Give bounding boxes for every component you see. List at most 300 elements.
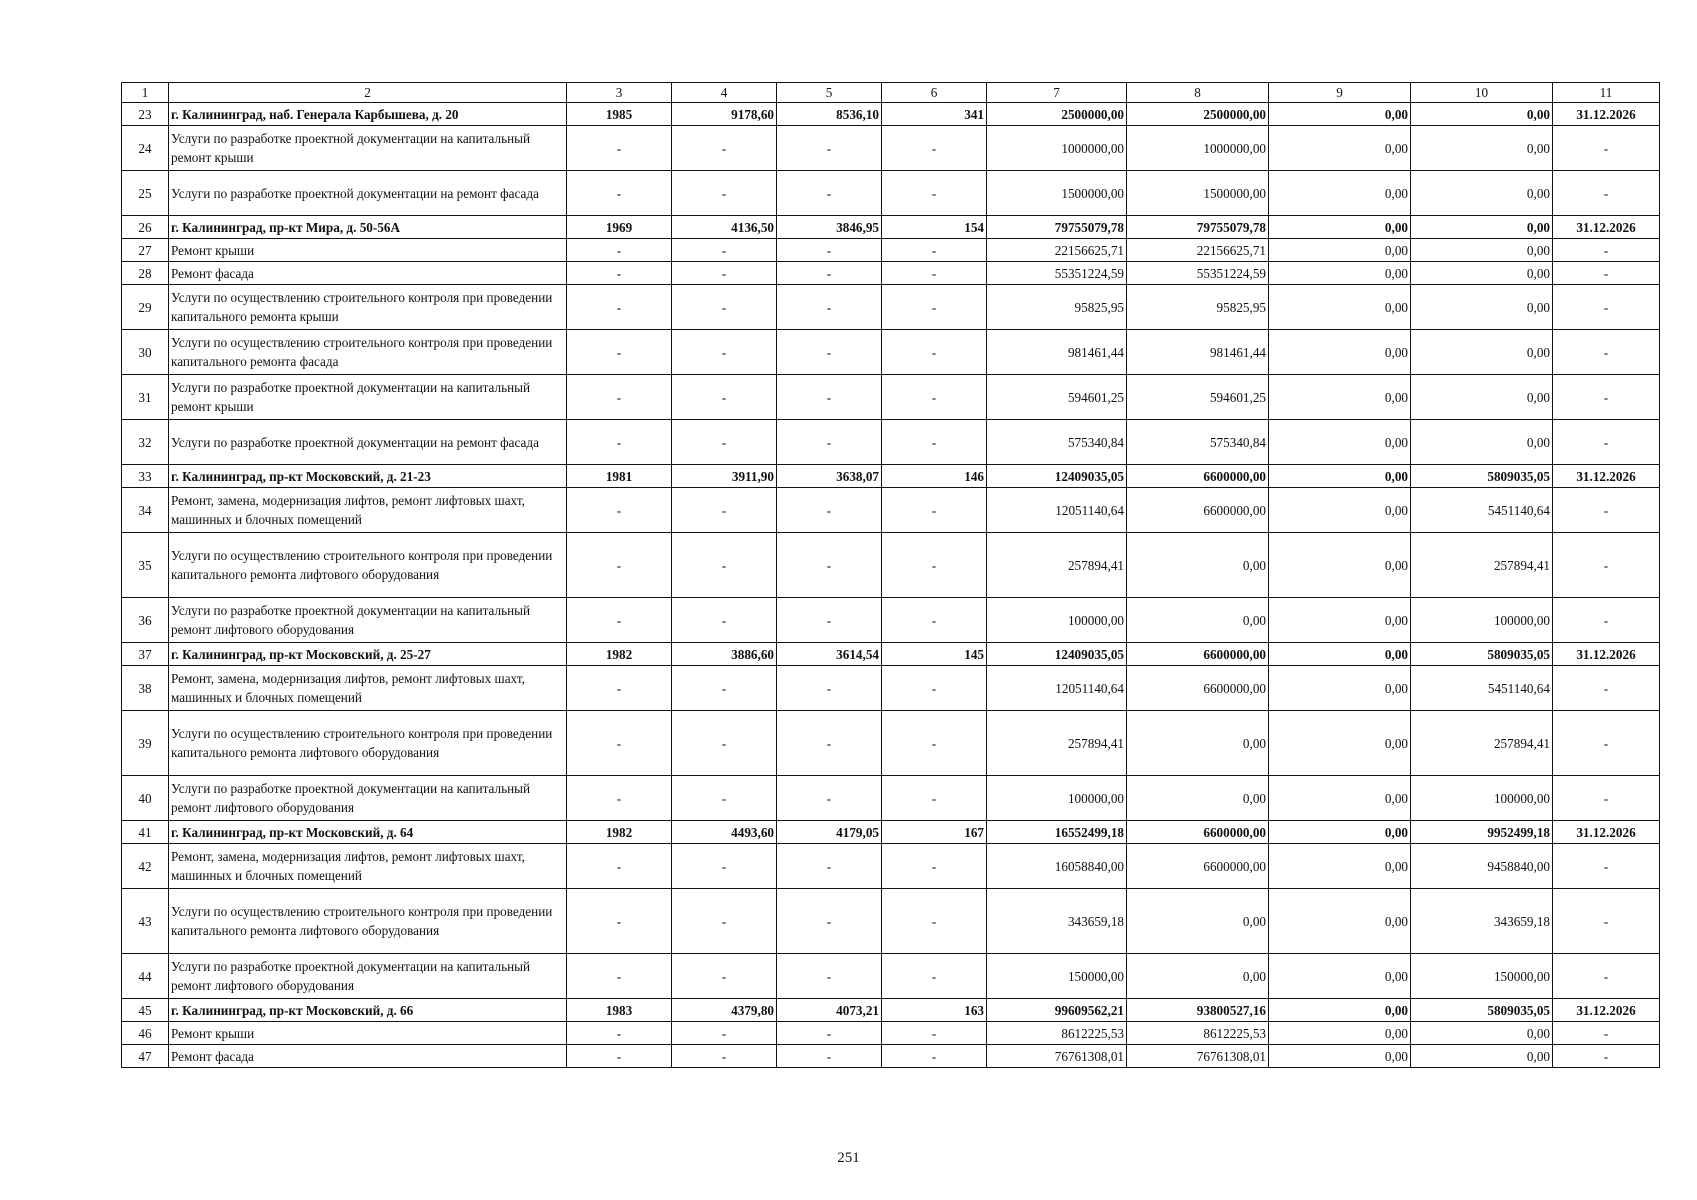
total-area-cell: - [672, 666, 777, 711]
other-cost-cell: 0,00 [1411, 126, 1553, 171]
other-cost-cell: 150000,00 [1411, 954, 1553, 999]
total-cost-cell: 257894,41 [987, 711, 1127, 776]
residents-cell: 154 [882, 216, 987, 239]
residents-cell: - [882, 598, 987, 643]
living-area-cell: - [777, 375, 882, 420]
living-area-cell: 4179,05 [777, 821, 882, 844]
total-area-cell: - [672, 776, 777, 821]
work-item-row [122, 666, 1660, 711]
living-area-cell: - [777, 598, 882, 643]
row-number-cell: 26 [122, 216, 169, 239]
fund-cost-cell: 93800527,16 [1127, 999, 1269, 1022]
row-number-cell: 24 [122, 126, 169, 171]
total-cost-cell: 981461,44 [987, 330, 1127, 375]
living-area-cell: - [777, 1045, 882, 1068]
living-area-cell: - [777, 844, 882, 889]
living-area-cell: - [777, 126, 882, 171]
row-number-cell: 43 [122, 889, 169, 954]
total-area-cell: 4136,50 [672, 216, 777, 239]
work-name-cell: Услуги по разработке проектной документации на капитальный ремонт лифтового оборудования [169, 954, 567, 999]
budget-cost-cell: 0,00 [1269, 239, 1411, 262]
work-item-row [122, 171, 1660, 216]
work-item-row [122, 954, 1660, 999]
total-area-cell: 4379,80 [672, 999, 777, 1022]
budget-cost-cell: 0,00 [1269, 465, 1411, 488]
total-area-cell: - [672, 711, 777, 776]
total-cost-cell: 22156625,71 [987, 239, 1127, 262]
budget-cost-cell: 0,00 [1269, 643, 1411, 666]
address-row [122, 643, 1660, 666]
work-name-cell: Услуги по осуществлению строительного контроля при проведении капитального ремонта крыши [169, 285, 567, 330]
work-name-cell: Ремонт фасада [169, 1045, 567, 1068]
total-area-cell: - [672, 1045, 777, 1068]
address-row [122, 103, 1660, 126]
other-cost-cell: 0,00 [1411, 285, 1553, 330]
residents-cell: - [882, 126, 987, 171]
fund-cost-cell: 0,00 [1127, 533, 1269, 598]
year-cell: 1983 [567, 999, 672, 1022]
total-area-cell: 3911,90 [672, 465, 777, 488]
work-name-cell: Услуги по разработке проектной документации на капитальный ремонт лифтового оборудования [169, 776, 567, 821]
row-number-cell: 44 [122, 954, 169, 999]
fund-cost-cell: 22156625,71 [1127, 239, 1269, 262]
other-cost-cell: 0,00 [1411, 216, 1553, 239]
completion-date-cell: - [1553, 776, 1660, 821]
fund-cost-cell: 6600000,00 [1127, 488, 1269, 533]
completion-date-cell: 31.12.2026 [1553, 643, 1660, 666]
total-area-cell: 4493,60 [672, 821, 777, 844]
completion-date-cell: 31.12.2026 [1553, 103, 1660, 126]
other-cost-cell: 0,00 [1411, 239, 1553, 262]
total-area-cell: - [672, 598, 777, 643]
row-number-cell: 37 [122, 643, 169, 666]
other-cost-cell: 5451140,64 [1411, 488, 1553, 533]
row-number-cell: 25 [122, 171, 169, 216]
residents-cell: 341 [882, 103, 987, 126]
fund-cost-cell: 1000000,00 [1127, 126, 1269, 171]
year-cell: 1969 [567, 216, 672, 239]
living-area-cell: 3846,95 [777, 216, 882, 239]
total-area-cell: - [672, 330, 777, 375]
residents-cell: - [882, 262, 987, 285]
total-area-cell: - [672, 239, 777, 262]
fund-cost-cell: 1500000,00 [1127, 171, 1269, 216]
residents-cell: - [882, 954, 987, 999]
year-cell: - [567, 171, 672, 216]
residents-cell: - [882, 330, 987, 375]
other-cost-cell: 0,00 [1411, 420, 1553, 465]
residents-cell: 145 [882, 643, 987, 666]
residents-cell: - [882, 776, 987, 821]
total-area-cell: 9178,60 [672, 103, 777, 126]
living-area-cell: - [777, 776, 882, 821]
completion-date-cell: - [1553, 126, 1660, 171]
total-cost-cell: 16058840,00 [987, 844, 1127, 889]
total-area-cell: - [672, 488, 777, 533]
year-cell: - [567, 285, 672, 330]
other-cost-cell: 343659,18 [1411, 889, 1553, 954]
header-cell: 6 [882, 83, 987, 103]
budget-cost-cell: 0,00 [1269, 1045, 1411, 1068]
living-area-cell: - [777, 285, 882, 330]
completion-date-cell: - [1553, 1045, 1660, 1068]
total-area-cell: - [672, 126, 777, 171]
total-cost-cell: 1000000,00 [987, 126, 1127, 171]
residents-cell: - [882, 285, 987, 330]
work-name-cell: Услуги по разработке проектной документации на ремонт фасада [169, 420, 567, 465]
work-item-row [122, 844, 1660, 889]
year-cell: 1982 [567, 821, 672, 844]
residents-cell: - [882, 1022, 987, 1045]
work-name-cell: г. Калининград, наб. Генерала Карбышева, д. 20 [169, 103, 567, 126]
header-cell: 4 [672, 83, 777, 103]
year-cell: 1982 [567, 643, 672, 666]
row-number-cell: 45 [122, 999, 169, 1022]
row-number-cell: 32 [122, 420, 169, 465]
year-cell: - [567, 844, 672, 889]
completion-date-cell: - [1553, 954, 1660, 999]
residents-cell: - [882, 533, 987, 598]
fund-cost-cell: 0,00 [1127, 954, 1269, 999]
other-cost-cell: 9458840,00 [1411, 844, 1553, 889]
completion-date-cell: - [1553, 488, 1660, 533]
budget-cost-cell: 0,00 [1269, 711, 1411, 776]
row-number-cell: 36 [122, 598, 169, 643]
work-item-row [122, 889, 1660, 954]
header-cell: 10 [1411, 83, 1553, 103]
year-cell: 1985 [567, 103, 672, 126]
row-number-cell: 35 [122, 533, 169, 598]
year-cell: - [567, 330, 672, 375]
budget-cost-cell: 0,00 [1269, 330, 1411, 375]
work-item-row [122, 126, 1660, 171]
other-cost-cell: 0,00 [1411, 103, 1553, 126]
fund-cost-cell: 981461,44 [1127, 330, 1269, 375]
work-name-cell: Услуги по осуществлению строительного контроля при проведении капитального ремонта лифтового оборудования [169, 533, 567, 598]
work-item-row [122, 1045, 1660, 1068]
other-cost-cell: 5809035,05 [1411, 465, 1553, 488]
residents-cell: - [882, 666, 987, 711]
row-number-cell: 27 [122, 239, 169, 262]
budget-cost-cell: 0,00 [1269, 533, 1411, 598]
total-cost-cell: 150000,00 [987, 954, 1127, 999]
residents-cell: - [882, 171, 987, 216]
total-area-cell: - [672, 285, 777, 330]
residents-cell: 163 [882, 999, 987, 1022]
residents-cell: 167 [882, 821, 987, 844]
living-area-cell: - [777, 420, 882, 465]
completion-date-cell: - [1553, 239, 1660, 262]
year-cell: - [567, 533, 672, 598]
budget-cost-cell: 0,00 [1269, 844, 1411, 889]
residents-cell: - [882, 889, 987, 954]
work-name-cell: Услуги по осуществлению строительного контроля при проведении капитального ремонта лифтового оборудования [169, 711, 567, 776]
work-name-cell: Ремонт, замена, модернизация лифтов, ремонт лифтовых шахт, машинных и блочных помещений [169, 844, 567, 889]
fund-cost-cell: 0,00 [1127, 711, 1269, 776]
residents-cell: 146 [882, 465, 987, 488]
completion-date-cell: - [1553, 844, 1660, 889]
work-name-cell: Услуги по осуществлению строительного контроля при проведении капитального ремонта фасада [169, 330, 567, 375]
completion-date-cell: - [1553, 711, 1660, 776]
fund-cost-cell: 2500000,00 [1127, 103, 1269, 126]
work-item-row [122, 262, 1660, 285]
work-name-cell: Услуги по разработке проектной документации на капитальный ремонт крыши [169, 375, 567, 420]
total-area-cell: - [672, 171, 777, 216]
total-cost-cell: 8612225,53 [987, 1022, 1127, 1045]
total-cost-cell: 257894,41 [987, 533, 1127, 598]
total-cost-cell: 12409035,05 [987, 465, 1127, 488]
fund-cost-cell: 6600000,00 [1127, 643, 1269, 666]
work-name-cell: Ремонт, замена, модернизация лифтов, ремонт лифтовых шахт, машинных и блочных помещений [169, 666, 567, 711]
work-name-cell: г. Калининград, пр-кт Московский, д. 64 [169, 821, 567, 844]
year-cell: - [567, 420, 672, 465]
budget-cost-cell: 0,00 [1269, 216, 1411, 239]
row-number-cell: 31 [122, 375, 169, 420]
work-name-cell: г. Калининград, пр-кт Московский, д. 66 [169, 999, 567, 1022]
completion-date-cell: - [1553, 262, 1660, 285]
completion-date-cell: 31.12.2026 [1553, 216, 1660, 239]
fund-cost-cell: 8612225,53 [1127, 1022, 1269, 1045]
work-name-cell: г. Калининград, пр-кт Московский, д. 25-27 [169, 643, 567, 666]
living-area-cell: - [777, 171, 882, 216]
header-cell: 9 [1269, 83, 1411, 103]
work-name-cell: Ремонт, замена, модернизация лифтов, ремонт лифтовых шахт, машинных и блочных помещений [169, 488, 567, 533]
fund-cost-cell: 0,00 [1127, 889, 1269, 954]
work-item-row [122, 598, 1660, 643]
other-cost-cell: 100000,00 [1411, 598, 1553, 643]
completion-date-cell: - [1553, 171, 1660, 216]
work-item-row [122, 285, 1660, 330]
row-number-cell: 41 [122, 821, 169, 844]
fund-cost-cell: 95825,95 [1127, 285, 1269, 330]
completion-date-cell: - [1553, 375, 1660, 420]
residents-cell: - [882, 239, 987, 262]
budget-cost-cell: 0,00 [1269, 598, 1411, 643]
residents-cell: - [882, 844, 987, 889]
row-number-cell: 39 [122, 711, 169, 776]
fund-cost-cell: 575340,84 [1127, 420, 1269, 465]
row-number-cell: 28 [122, 262, 169, 285]
work-item-row [122, 375, 1660, 420]
budget-cost-cell: 0,00 [1269, 776, 1411, 821]
budget-cost-cell: 0,00 [1269, 103, 1411, 126]
table-body [122, 83, 1660, 1068]
residents-cell: - [882, 375, 987, 420]
residents-cell: - [882, 420, 987, 465]
living-area-cell: - [777, 889, 882, 954]
fund-cost-cell: 76761308,01 [1127, 1045, 1269, 1068]
work-name-cell: Ремонт крыши [169, 1022, 567, 1045]
total-area-cell: - [672, 533, 777, 598]
total-area-cell: - [672, 262, 777, 285]
fund-cost-cell: 6600000,00 [1127, 821, 1269, 844]
row-number-cell: 34 [122, 488, 169, 533]
year-cell: - [567, 1022, 672, 1045]
total-area-cell: - [672, 1022, 777, 1045]
fund-cost-cell: 55351224,59 [1127, 262, 1269, 285]
column-number-header-row [122, 83, 1660, 103]
year-cell: - [567, 954, 672, 999]
budget-cost-cell: 0,00 [1269, 262, 1411, 285]
year-cell: 1981 [567, 465, 672, 488]
total-cost-cell: 16552499,18 [987, 821, 1127, 844]
living-area-cell: - [777, 954, 882, 999]
completion-date-cell: 31.12.2026 [1553, 465, 1660, 488]
work-item-row [122, 533, 1660, 598]
address-row [122, 465, 1660, 488]
work-item-row [122, 711, 1660, 776]
total-area-cell: - [672, 844, 777, 889]
total-cost-cell: 99609562,21 [987, 999, 1127, 1022]
living-area-cell: - [777, 488, 882, 533]
work-name-cell: Услуги по разработке проектной документации на капитальный ремонт лифтового оборудования [169, 598, 567, 643]
total-area-cell: - [672, 954, 777, 999]
living-area-cell: - [777, 262, 882, 285]
row-number-cell: 30 [122, 330, 169, 375]
row-number-cell: 47 [122, 1045, 169, 1068]
work-item-row [122, 1022, 1660, 1045]
header-cell: 2 [169, 83, 567, 103]
fund-cost-cell: 0,00 [1127, 598, 1269, 643]
repair-program-table [121, 82, 1660, 1068]
work-item-row [122, 420, 1660, 465]
other-cost-cell: 257894,41 [1411, 533, 1553, 598]
other-cost-cell: 0,00 [1411, 1022, 1553, 1045]
total-area-cell: 3886,60 [672, 643, 777, 666]
total-cost-cell: 100000,00 [987, 776, 1127, 821]
year-cell: - [567, 711, 672, 776]
completion-date-cell: - [1553, 598, 1660, 643]
total-cost-cell: 1500000,00 [987, 171, 1127, 216]
row-number-cell: 40 [122, 776, 169, 821]
other-cost-cell: 0,00 [1411, 262, 1553, 285]
completion-date-cell: - [1553, 285, 1660, 330]
completion-date-cell: - [1553, 330, 1660, 375]
living-area-cell: 3614,54 [777, 643, 882, 666]
total-cost-cell: 55351224,59 [987, 262, 1127, 285]
fund-cost-cell: 6600000,00 [1127, 666, 1269, 711]
total-cost-cell: 2500000,00 [987, 103, 1127, 126]
completion-date-cell: - [1553, 666, 1660, 711]
completion-date-cell: - [1553, 533, 1660, 598]
row-number-cell: 33 [122, 465, 169, 488]
other-cost-cell: 0,00 [1411, 1045, 1553, 1068]
header-cell: 3 [567, 83, 672, 103]
year-cell: - [567, 239, 672, 262]
work-name-cell: г. Калининград, пр-кт Московский, д. 21-23 [169, 465, 567, 488]
completion-date-cell: - [1553, 889, 1660, 954]
year-cell: - [567, 598, 672, 643]
other-cost-cell: 5809035,05 [1411, 643, 1553, 666]
header-cell: 5 [777, 83, 882, 103]
year-cell: - [567, 488, 672, 533]
living-area-cell: - [777, 711, 882, 776]
completion-date-cell: 31.12.2026 [1553, 999, 1660, 1022]
total-area-cell: - [672, 420, 777, 465]
other-cost-cell: 9952499,18 [1411, 821, 1553, 844]
year-cell: - [567, 375, 672, 420]
year-cell: - [567, 889, 672, 954]
header-cell: 8 [1127, 83, 1269, 103]
budget-cost-cell: 0,00 [1269, 999, 1411, 1022]
budget-cost-cell: 0,00 [1269, 666, 1411, 711]
living-area-cell: 4073,21 [777, 999, 882, 1022]
other-cost-cell: 0,00 [1411, 375, 1553, 420]
total-area-cell: - [672, 889, 777, 954]
year-cell: - [567, 1045, 672, 1068]
other-cost-cell: 5809035,05 [1411, 999, 1553, 1022]
header-cell: 7 [987, 83, 1127, 103]
budget-cost-cell: 0,00 [1269, 126, 1411, 171]
year-cell: - [567, 262, 672, 285]
total-cost-cell: 76761308,01 [987, 1045, 1127, 1068]
total-cost-cell: 343659,18 [987, 889, 1127, 954]
work-name-cell: г. Калининград, пр-кт Мира, д. 50-56А [169, 216, 567, 239]
residents-cell: - [882, 711, 987, 776]
budget-cost-cell: 0,00 [1269, 420, 1411, 465]
completion-date-cell: 31.12.2026 [1553, 821, 1660, 844]
budget-cost-cell: 0,00 [1269, 821, 1411, 844]
budget-cost-cell: 0,00 [1269, 954, 1411, 999]
fund-cost-cell: 594601,25 [1127, 375, 1269, 420]
work-name-cell: Ремонт крыши [169, 239, 567, 262]
work-item-row [122, 776, 1660, 821]
other-cost-cell: 5451140,64 [1411, 666, 1553, 711]
other-cost-cell: 0,00 [1411, 171, 1553, 216]
year-cell: - [567, 126, 672, 171]
living-area-cell: - [777, 666, 882, 711]
fund-cost-cell: 6600000,00 [1127, 844, 1269, 889]
total-cost-cell: 12051140,64 [987, 666, 1127, 711]
budget-cost-cell: 0,00 [1269, 1022, 1411, 1045]
row-number-cell: 23 [122, 103, 169, 126]
year-cell: - [567, 776, 672, 821]
budget-cost-cell: 0,00 [1269, 889, 1411, 954]
address-row [122, 999, 1660, 1022]
living-area-cell: - [777, 239, 882, 262]
fund-cost-cell: 79755079,78 [1127, 216, 1269, 239]
row-number-cell: 46 [122, 1022, 169, 1045]
completion-date-cell: - [1553, 1022, 1660, 1045]
total-cost-cell: 12051140,64 [987, 488, 1127, 533]
budget-cost-cell: 0,00 [1269, 375, 1411, 420]
work-name-cell: Услуги по осуществлению строительного контроля при проведении капитального ремонта лифтового оборудования [169, 889, 567, 954]
row-number-cell: 38 [122, 666, 169, 711]
work-item-row [122, 330, 1660, 375]
work-name-cell: Услуги по разработке проектной документации на капитальный ремонт крыши [169, 126, 567, 171]
total-cost-cell: 79755079,78 [987, 216, 1127, 239]
total-cost-cell: 594601,25 [987, 375, 1127, 420]
living-area-cell: - [777, 1022, 882, 1045]
total-cost-cell: 12409035,05 [987, 643, 1127, 666]
other-cost-cell: 257894,41 [1411, 711, 1553, 776]
year-cell: - [567, 666, 672, 711]
living-area-cell: 8536,10 [777, 103, 882, 126]
total-cost-cell: 100000,00 [987, 598, 1127, 643]
other-cost-cell: 100000,00 [1411, 776, 1553, 821]
address-row [122, 216, 1660, 239]
budget-cost-cell: 0,00 [1269, 285, 1411, 330]
total-area-cell: - [672, 375, 777, 420]
work-item-row [122, 239, 1660, 262]
total-cost-cell: 95825,95 [987, 285, 1127, 330]
living-area-cell: 3638,07 [777, 465, 882, 488]
budget-cost-cell: 0,00 [1269, 171, 1411, 216]
fund-cost-cell: 6600000,00 [1127, 465, 1269, 488]
page-number: 251 [837, 1150, 860, 1166]
fund-cost-cell: 0,00 [1127, 776, 1269, 821]
work-item-row [122, 488, 1660, 533]
